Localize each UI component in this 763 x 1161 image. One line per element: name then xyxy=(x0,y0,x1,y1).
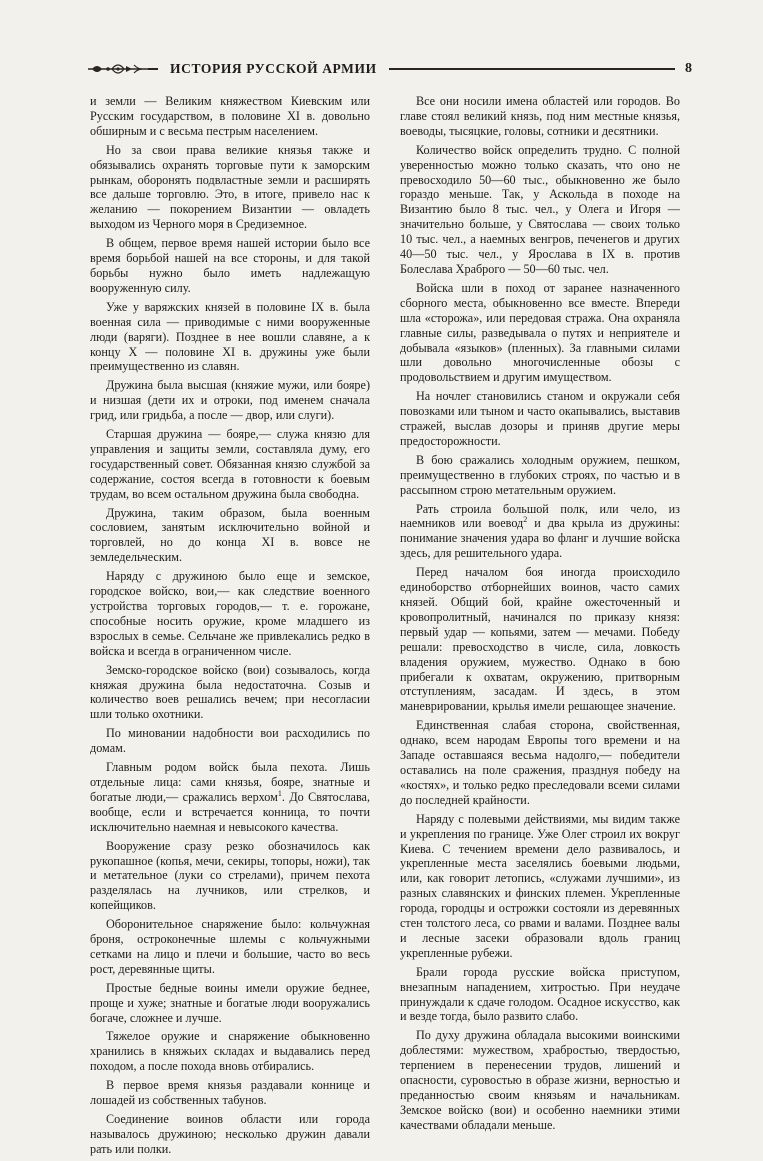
paragraph-with-footnote xyxy=(400,502,680,562)
paragraph-text: Главным родом войск была пехота. Лишь отдельные лица: сами князья, бояре, знатные и богатые люди,— сражались верхом xyxy=(90,760,370,804)
paragraph-text: . До Святослава, вообще, если и встречается конница, то почти исключительно наемная и невысокого качества. xyxy=(90,789,370,834)
paragraph: Перед началом боя иногда происходило единоборство отборнейших воинов, часто самих князей. Общий бой, крайне ожесточенный и кровопролитный, начинался по приказу князя: первый удар — копьями, затем — мечами. Победу решали: превосходство в числе, сила, ловкость владения оружием, мужество. Однако в бою прибегали к охватам, окружению, притворным отступлениям, засадам. И здесь, в этом маневрировании, крылья имели решающее значение. xyxy=(400,565,680,714)
paragraph: В общем, первое время нашей истории было все время борьбой нашей на все стороны, и для такой борьбы нужно было иметь надлежащую вооруженную силу. xyxy=(90,236,370,295)
paragraph: Все они носили имена областей или городов. Во главе стоял великий князь, под ним местные князья, воеводы, тысяцкие, головы, сотники и десятники. xyxy=(400,94,680,138)
paragraph: Дружина, таким образом, была военным сословием, занятым исключительно войной и торговлей, но до конца XI в. вовсе не земледельческим. xyxy=(90,505,370,565)
paragraph: и земли — Великим княжеством Киевским или Русским государством, в половине XI в. довольно обширным и с весьма пестрым населением. xyxy=(90,94,370,138)
right-column xyxy=(400,94,680,1137)
paragraph: В бою сражались холодным оружием, пешком, преимущественно в глубоких строях, по частью и в рассыпном строю метательным оружием. xyxy=(400,452,680,497)
paragraph: Единственная слабая сторона, свойственная, однако, всем народам Европы того времени и на Западе оставшаяся весьма надолго,— победители оставались на поле сражения, празднуя победу на «костях», и только редко преследовали всеми силами до последней крайности. xyxy=(400,718,680,807)
paragraph: Брали города русские войска приступом, внезапным нападением, хитростью. При неудаче принуждали к сдаче голодом. Осадное искусство, как и везде тогда, было развито слабо. xyxy=(400,964,680,1024)
paragraph: Уже у варяжских князей в половине IX в. была военная сила — приводимые с ними вооруженные люди (варяги). Позднее в нее вошли славяне, а к концу X — половине XI в. дружины уже были преимущественно из славян. xyxy=(90,299,370,374)
paragraph: Тяжелое оружие и снаряжение обыкновенно хранились в княжьих складах и выдавались перед походом, а после похода вновь отбирались. xyxy=(90,1029,370,1074)
ornament-icon xyxy=(88,56,150,82)
paragraph: Соединение воинов области или города называлось дружиною; несколько дружин давали рать или полки. xyxy=(90,1112,370,1156)
paragraph: Наряду с дружиною было еще и земское, городское войско, вои,— как следствие военного устройства торговых городов,— т. е. горожане, способные носить оружие, кроме младшего из взрослых в семье. Сельчане же привлекались редко в войска и всегда в ограниченном числе. xyxy=(90,569,370,658)
paragraph: Простые бедные воины имели оружие беднее, проще и хуже; знатные и богатые люди вооружались богаче, сложнее и лучше. xyxy=(90,980,370,1025)
paragraph: По миновании надобности вои расходились по домам. xyxy=(90,726,370,756)
paragraph: Вооружение сразу резко обозначилось как рукопашное (копья, мечи, секиры, топоры, ножи), так и метательное (луки со стрелами), причем пехота разделялась на лучников, или стрелков, и копейщиков. xyxy=(90,838,370,913)
paragraph: Наряду с полевыми действиями, мы видим также и укрепления по границе. Уже Олег строил их вокруг Киева. С течением времени дело развивалось, и укрепленные места заселялись боевыми людьми, или, как говорит летопись, «служами лучшими», из разных славянских и финских племен. Укрепленные города, городцы и острожки состояли из деревянных стен толстого леса, со рвами и валами. Позднее валы и лесные засеки образовали вдоль границ укрепленные рубежи. xyxy=(400,811,680,960)
paragraph: Количество войск определить трудно. С полной уверенностью можно только сказать, что оно не превосходило 50—60 тыс., обыкновенно же было гораздо меньше. Так, у Аскольда в походе на Византию было 8 тыс. чел., у Олега и Игоря — значительно больше, у Святослава — своих только 10 тыс. чел., а наемных венгров, печенегов и других 40—50 тыс. чел., у Ярослава в IX в. против Болеслава Храброго — 50—60 тыс. чел. xyxy=(400,142,680,276)
paragraph: На ночлег становились станом и окружали себя повозками или тыном и часто окапывались, выставив стражей, выслав дозоры и приняв другие меры предосторожности. xyxy=(400,389,680,448)
paragraph: Оборонительное снаряжение было: кольчужная броня, остроконечные шлемы с кольчужными сетками на лицо и плечи и большие, часто во весь рост, деревянные щиты. xyxy=(90,917,370,976)
running-title: ИСТОРИЯ РУССКОЙ АРМИИ xyxy=(158,56,389,82)
paragraph-with-footnote xyxy=(90,760,370,835)
paragraph: Но за свои права великие князья также и обязывались охранять торговые пути к заморским рынкам, оборонять подвластные земли и расширять все дальше торговлю. Это, в итоге, привело нас к желанию — покорением Византии — овладеть выходом из Черного моря в Средиземное. xyxy=(90,142,370,232)
paragraph: Войска шли в поход от заранее назначенного сборного места, обыкновенно все вместе. Впереди шла «сторожа», или передовая стража. Она охраняла главные силы, разведывала о путях и неприятеле и добывала «языков» (пленных). За главными силами шли довольно многочисленные обозы с продовольствием и другим имуществом. xyxy=(400,280,680,385)
paragraph: Старшая дружина — бояре,— служа князю для управления и защиты земли, составляла думу, его государственный совет. Обязанная князю службой за содержание, состоя всегда в готовности к боевым трудам, во всем остальном дружина была свободна. xyxy=(90,427,370,501)
running-header xyxy=(88,56,692,82)
paragraph-text: Рать строила большой полк, или чело, из наемников или воевод xyxy=(400,501,680,531)
paragraph: Земско-городское войско (вои) созывалось, когда княжая дружина была недостаточна. Созыв и количество воев решались вечем; при несогласии шли только охотники. xyxy=(90,662,370,722)
footnote-mark: 1 xyxy=(277,788,282,798)
page-number: 8 xyxy=(675,56,692,82)
footnote-mark: 2 xyxy=(523,515,528,525)
paragraph: По духу дружина обладала высокими воинскими доблестями: мужеством, храбростью, твердостью, терпением в перенесении трудов, лишений и опасности, суровостью в образе жизни, верностью и преданностью своим князьям и начальникам. Земское войско (вои) и особенно наемники этими качествами обладали меньше. xyxy=(400,1028,680,1132)
paragraph: В первое время князья раздавали коннице и лошадей из собственных табунов. xyxy=(90,1078,370,1108)
paragraph: Дружина была высшая (княжие мужи, или бояре) и низшая (дети их и отроки, под именем сначала грид, или гридьба, а после — двор, или слуги). xyxy=(90,378,370,423)
paragraph-text: и два крыла из дружины: понимание значения удара во фланг и лучшие войска здесь, для решительного удара. xyxy=(400,516,680,561)
